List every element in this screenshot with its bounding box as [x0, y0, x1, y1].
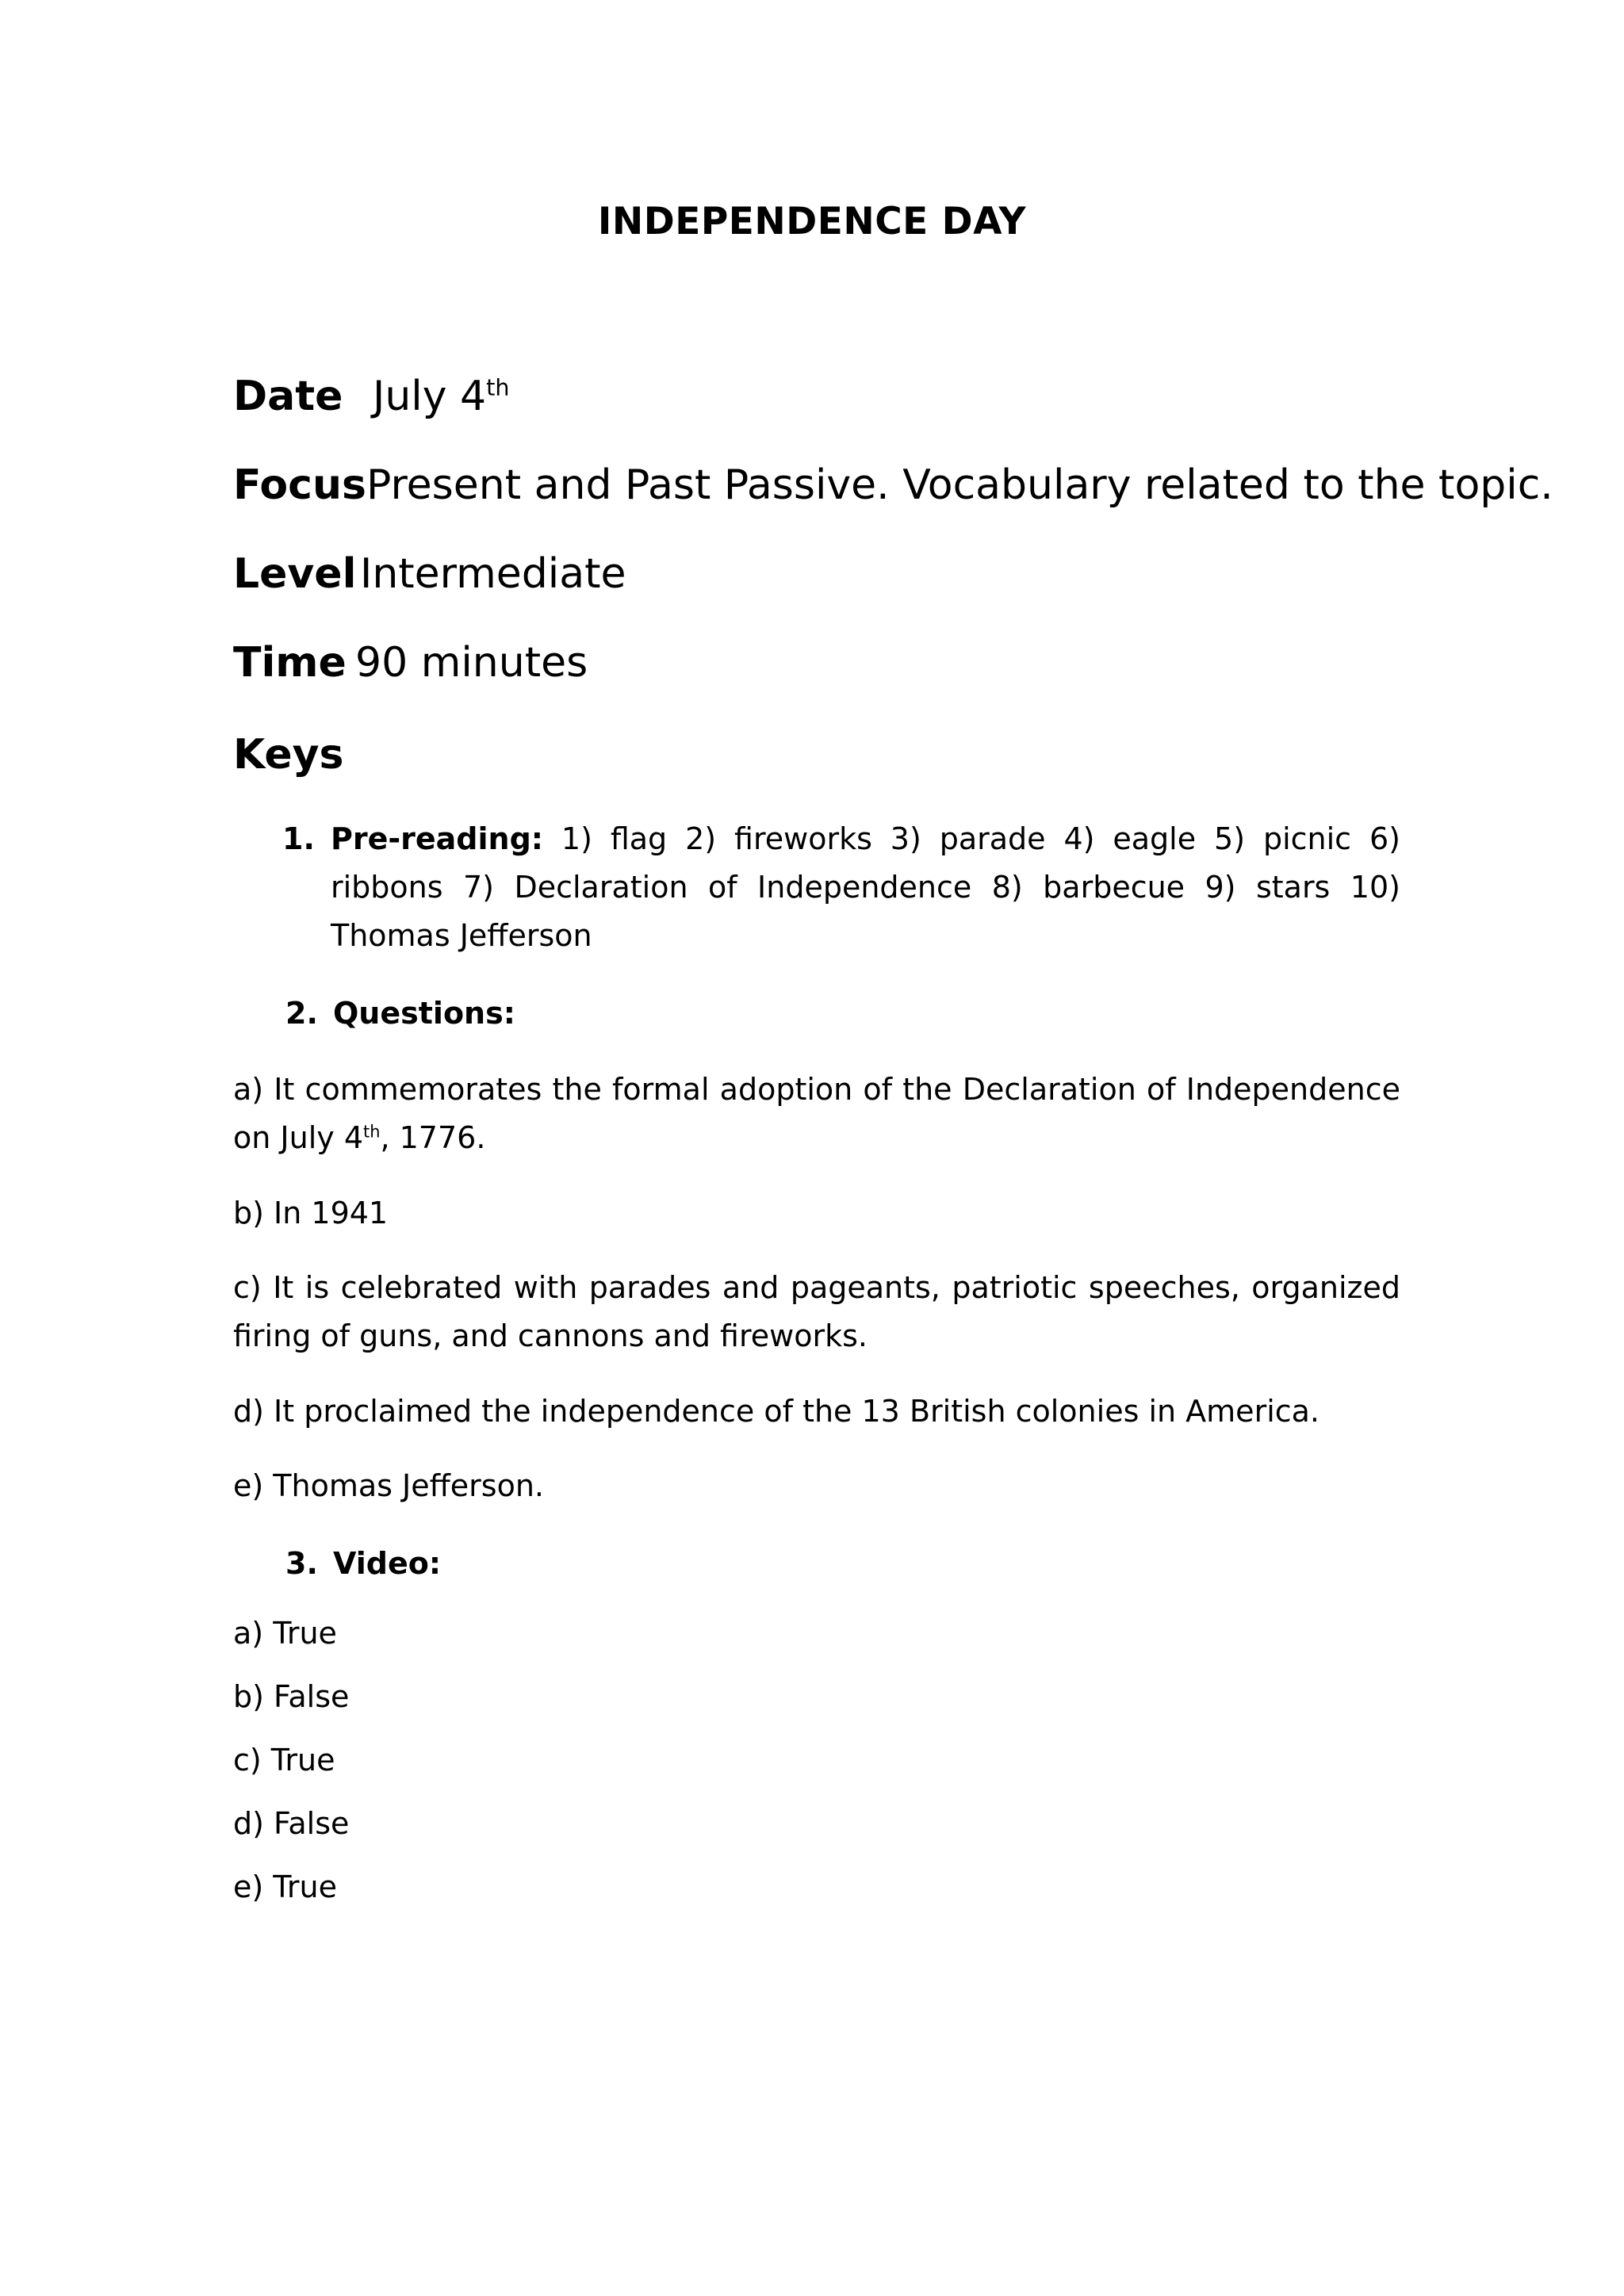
answer-a-text: a) It commemorates the formal adoption of the Declaration of Independence on July 4: [233, 1072, 1400, 1155]
answer-a-sup: th: [363, 1122, 381, 1142]
date-row: [233, 373, 509, 420]
level-value: Intermediate: [360, 550, 626, 598]
video-number: 3.: [285, 1546, 318, 1581]
level-row: [233, 550, 626, 598]
pre-reading-text: 1) flag 2) fireworks 3) parade 4) eagle 5) picnic 6) ribbons 7) Declaration of Independence 8) barbecue 9) stars 10) Thomas Jefferson: [331, 821, 1400, 953]
video-heading: [285, 1546, 441, 1581]
question-answer-d: d) It proclaimed the independence of the 13 British colonies in America.: [233, 1394, 1320, 1429]
time-label: Time: [233, 639, 347, 687]
pre-reading-body: [331, 815, 1400, 960]
video-answer-c: c) True: [233, 1743, 335, 1777]
question-answer-b: b) In 1941: [233, 1196, 389, 1230]
focus-label: Focus: [233, 461, 366, 509]
question-answer-c: c) It is celebrated with parades and pageants, patriotic speeches, organized firing of guns, and cannons and fireworks.: [233, 1270, 1400, 1353]
keys-heading: Keys: [233, 731, 344, 779]
questions-heading: [285, 996, 515, 1031]
date-value-sup: th: [486, 373, 510, 401]
question-answer-e: e) Thomas Jefferson.: [233, 1468, 544, 1503]
level-label: Level: [233, 550, 357, 598]
answer-a-text-after: , 1776.: [380, 1120, 486, 1155]
questions-label: Questions:: [333, 996, 515, 1031]
video-answer-e: e) True: [233, 1869, 337, 1904]
pre-reading-label: Pre-reading:: [331, 821, 543, 856]
pre-reading-number: 1.: [282, 821, 315, 856]
date-value-text: July 4: [373, 373, 487, 420]
video-answer-d: d) False: [233, 1806, 350, 1841]
question-answer-a: [233, 1066, 1400, 1162]
focus-value: Present and Past Passive. Vocabulary related to the topic.: [366, 461, 1553, 509]
date-label: Date: [233, 373, 343, 420]
video-label: Video:: [333, 1546, 442, 1581]
video-answer-b: b) False: [233, 1679, 350, 1714]
pre-reading-item: [282, 815, 1400, 960]
focus-row: [233, 461, 1553, 509]
time-value: 90 minutes: [355, 639, 588, 687]
date-value: [373, 373, 509, 420]
time-row: [233, 639, 588, 687]
video-answer-a: a) True: [233, 1616, 337, 1651]
questions-number: 2.: [285, 996, 318, 1031]
page-title: INDEPENDENCE DAY: [597, 200, 1027, 243]
